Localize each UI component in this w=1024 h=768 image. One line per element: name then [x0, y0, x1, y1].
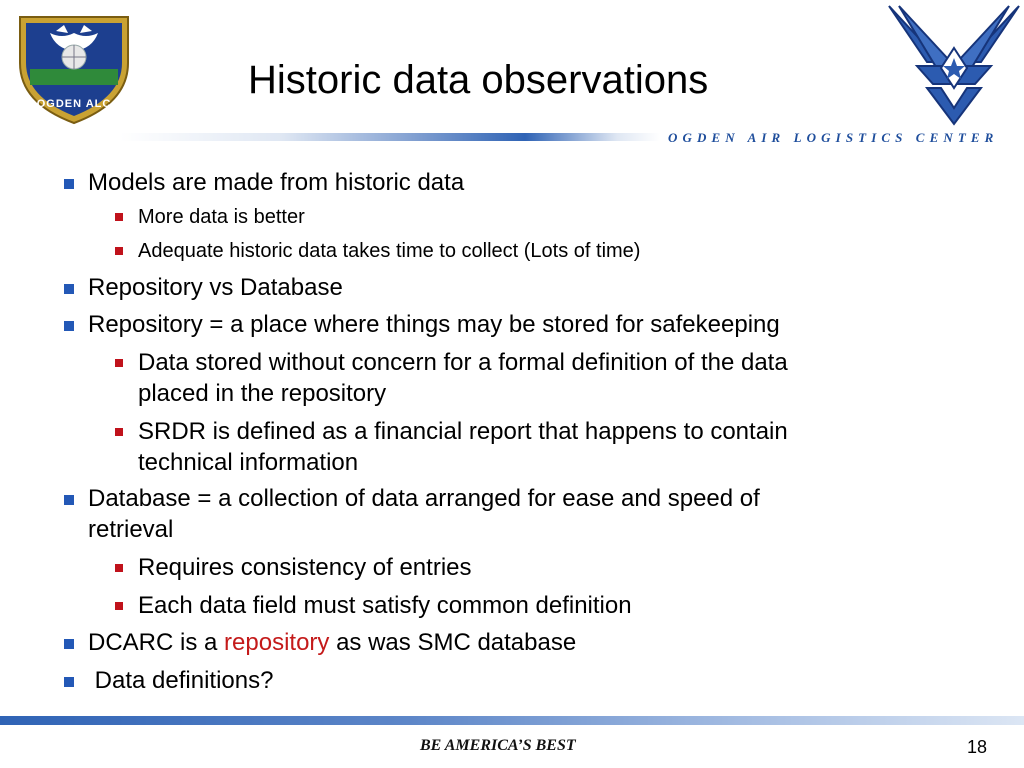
bullet-square-icon [64, 677, 74, 687]
slide-title: Historic data observations [248, 58, 709, 102]
sub-bullet-text: Adequate historic data takes time to collect (Lots of time) [138, 240, 641, 262]
sub-bullet-text-line1: SRDR is defined as a financial report that happens to contain [138, 418, 788, 445]
sub-bullet-text: Requires consistency of entries [138, 554, 472, 581]
sub-bullet-square-icon [115, 247, 123, 255]
sub-bullet-square-icon [115, 564, 123, 572]
sub-bullet-text-line2: placed in the repository [138, 380, 387, 407]
bullet-text: Repository = a place where things may be stored for safekeeping [88, 311, 780, 338]
bullet-text: Repository vs Database [88, 274, 343, 301]
organization-subtitle: OGDEN AIR LOGISTICS CENTER [668, 130, 999, 145]
bullet-square-icon [64, 179, 74, 189]
bullet-text: Models are made from historic data [88, 169, 465, 196]
bullet-text-suffix: as was SMC database [329, 629, 577, 656]
sub-bullet-text-line1: Data stored without concern for a formal definition of the data [138, 349, 788, 376]
footer-divider [0, 716, 1024, 725]
bullet-text-line2: retrieval [88, 516, 174, 543]
sub-bullet-text: Each data field must satisfy common definition [138, 592, 632, 619]
sub-bullet-text: More data is better [138, 206, 305, 228]
page-number: 18 [967, 737, 988, 757]
bullet-square-icon [64, 321, 74, 331]
sub-bullet-square-icon [115, 213, 123, 221]
sub-bullet-square-icon [115, 428, 123, 436]
sub-bullet-square-icon [115, 359, 123, 367]
bullet-text-prefix: DCARC is a [88, 629, 225, 656]
sub-bullet-text-line2: technical information [138, 449, 359, 476]
svg-text:OGDEN ALC: OGDEN ALC [36, 98, 112, 110]
footer-motto: BE AMERICA’S BEST [420, 737, 576, 754]
highlighted-term: repository [224, 629, 330, 656]
sub-bullet-square-icon [115, 602, 123, 610]
bullet-square-icon [64, 639, 74, 649]
bullet-text [88, 628, 576, 658]
bullet-square-icon [64, 284, 74, 294]
bullet-text-line1: Database = a collection of data arranged for ease and speed of [88, 485, 760, 512]
bullet-square-icon [64, 495, 74, 505]
bullet-text: Data definitions? [88, 667, 274, 694]
